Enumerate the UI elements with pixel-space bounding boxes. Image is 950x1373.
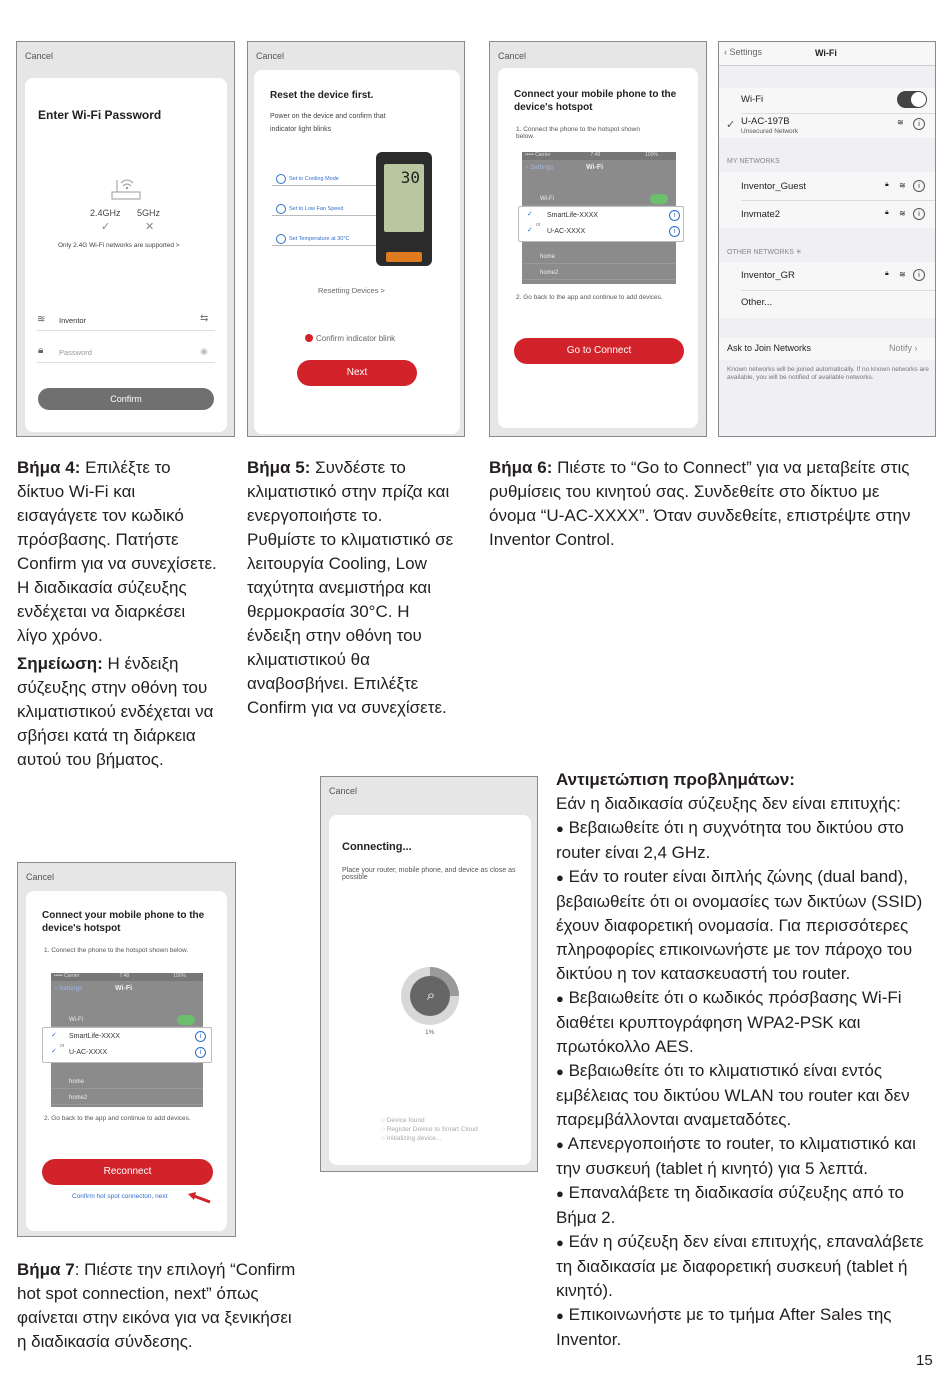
troubleshooting-intro: Εάν η διαδικασία σύζευξης δεν είναι επιτυχής: [556, 794, 901, 813]
supported-note[interactable]: Only 2.4G Wi-Fi networks are supported > [58, 242, 180, 249]
check-icon: ✓ [726, 119, 736, 131]
connecting-title: Connecting... [342, 841, 412, 853]
bullet-item: ● Απενεργοποιήστε το router, το κλιματιστικό και την συσκευή (tablet ή κινητό) για 5 λεπτά. [556, 1134, 916, 1178]
step2-text: 2. Go back to the app and continue to add devices. [516, 294, 663, 301]
card-title: Enter Wi-Fi Password [38, 108, 162, 122]
network-smartlife[interactable]: SmartLife-XXXX [547, 212, 598, 219]
other-networks-header: OTHER NETWORKS ✳ [727, 249, 802, 256]
radio-icon[interactable] [276, 204, 286, 214]
eye-icon[interactable]: ◉ [200, 346, 208, 356]
bullet-item: ● Επικοινωνήστε με το τμήμα After Sales της Inventor. [556, 1305, 892, 1349]
or-label: or [536, 222, 541, 228]
back-settings[interactable]: ‹ Settings [55, 985, 83, 992]
lock-icon: 🔒︎ [885, 181, 889, 188]
wifi-toggle-row: Wi-Fi [522, 192, 676, 206]
bullet-icon: ● [556, 821, 564, 836]
wifi-toggle[interactable] [650, 194, 668, 204]
card-title: Reset the device first. [270, 90, 374, 101]
check-icon: ✓ [51, 1048, 57, 1055]
wifi-signal-icon: ≋ [899, 181, 906, 190]
bullet-item: ● Επαναλάβετε τη διαδικασία σύζευξης από το Βήμα 2. [556, 1183, 904, 1227]
cancel-link[interactable]: Cancel [329, 786, 358, 796]
wifi-title: Wi-Fi [586, 164, 604, 171]
step1-text: 1. Connect the phone to the hotspot shown below. [516, 126, 640, 140]
connected-subtitle: Unsecured Network [741, 128, 799, 135]
connecting-subtitle: Place your router, mobile phone, and device as close as possible [342, 867, 516, 881]
bullet-item: ● Εάν η σύζευξη δεν είναι επιτυχής, επαναλάβετε τη διαδικασία με διαφορετική συσκευή (tablet ή κινητό). [556, 1232, 924, 1300]
step6-text: Βήμα 6: Πιέστε το “Go to Connect” για να μεταβείτε στις ρυθμίσεις του κινητού σας. Συνδεθείτε στο δίκτυο με όνομα “U-AC-XXXX”. Όταν συνδεθείτε, επιστρέψτε στην Inventor Control. [489, 458, 911, 549]
network-invmate2[interactable]: Invmate2 [741, 209, 781, 220]
connecting-card [329, 815, 531, 1165]
wifi-toggle[interactable] [177, 1015, 195, 1025]
option-cooling: Set to Cooling Mode [289, 176, 339, 182]
ssid-field[interactable]: Inventor [59, 316, 87, 325]
info-icon[interactable]: i [195, 1047, 206, 1058]
nav-title: Wi-Fi [815, 48, 837, 58]
info-icon[interactable]: i [913, 118, 925, 130]
step1-text: 1. Connect the phone to the hotspot shown below. [44, 947, 189, 954]
search-icon: ⌕ [426, 987, 436, 1004]
check-icon: ✓ [527, 211, 533, 218]
option-low-fan: Set to Low Fan Speed [289, 206, 344, 212]
check-icon: ✓ [51, 1032, 57, 1039]
info-icon[interactable]: i [669, 226, 680, 237]
remote-display [384, 164, 424, 232]
status-bar: ••••• Carrier 7:48 100% [522, 152, 676, 160]
step4-text: Βήμα 4: Επιλέξτε το δίκτυο Wi-Fi και εισαγάγετε τον κωδικό πρόσβασης. Πατήστε Confirm για να συνεχίσετε. Η διαδικασία σύζευξης ενδέχεται να διαρκέσει λίγο χρόνο. [17, 458, 217, 645]
password-field[interactable]: Password [59, 348, 92, 357]
status-register: ○ Register Device to Smart Cloud [381, 1126, 478, 1133]
connected-network[interactable]: U-AC-197B [741, 116, 790, 127]
divider [37, 330, 215, 331]
network-smartlife[interactable]: SmartLife-XXXX [69, 1033, 120, 1040]
switch-network-icon[interactable]: ⇆ [200, 313, 209, 324]
note-text: Σημείωση: Η ένδειξη σύζευξης στην οθόνη του κλιματιστικού ενδέχεται να σβήσει κατά τη διάρκεια αυτού του βήματος. [17, 654, 214, 769]
wifi-toggle[interactable] [897, 91, 927, 108]
confirm-blink-label: Confirm indicator blink [316, 334, 396, 343]
wifi-signal-icon: ≋ [899, 209, 906, 218]
card-subtitle: Power on the device and confirm that indicator light blinks [270, 113, 386, 133]
hotspot-card [498, 68, 698, 428]
spinner-icon: ✳ [795, 249, 802, 256]
check-icon: ✓ [101, 221, 111, 233]
wifi-toggle-row: Wi-Fi [51, 1013, 203, 1027]
remote-temp: 30 [400, 168, 420, 187]
wifi-card [25, 78, 227, 432]
step5-text: Βήμα 5: Συνδέστε το κλιματιστικό στην πρίζα και ενεργοποιήστε το. Ρυθμίστε το κλιματιστικό σε λειτουργία Cooling, Low ταχύτητα ανεμιστήρα και θερμοκρασία 30°C. Η ένδειξη στην οθόνη του κλιματιστικού θα αναβοσβήνει. Επιλέξτε Confirm για να συνεχίσετε. [247, 458, 454, 717]
network-inventor-gr[interactable]: Inventor_GR [741, 270, 795, 281]
network-uac[interactable]: U-AC-XXXX [547, 228, 586, 235]
divider [741, 113, 935, 114]
page-number: 15 [916, 1352, 933, 1369]
remote-control-image [376, 152, 432, 266]
bullet-item: ● Εάν το router είναι διπλής ζώνης (dual band), βεβαιωθείτε ότι οι ονομασίες των δικτύων (SSID) έχουν διαφορετική ονομασία. Για περισσότερες πληροφορίες επικοινωνήστε με τον πάροχο του δικτύου η τον κατασκευαστή του router. [556, 867, 923, 983]
or-label: or [60, 1043, 65, 1049]
notify-value: Notify › [889, 343, 918, 353]
info-icon[interactable]: i [913, 269, 925, 281]
info-icon[interactable]: i [195, 1031, 206, 1042]
progress-percent: 1% [425, 1029, 435, 1036]
wifi-icon: ≋ [37, 314, 46, 325]
wifi-signal-icon: ≋ [897, 118, 904, 127]
divider [37, 362, 215, 363]
cross-icon: ✕ [145, 221, 155, 233]
lock-icon: 🔒︎ [885, 209, 889, 216]
bullet-icon: ● [556, 1186, 564, 1201]
home2-row[interactable]: home2 [51, 1091, 203, 1105]
screenshot-connect-hotspot [489, 41, 707, 437]
status-initializing: ○ Initializing device... [381, 1135, 442, 1142]
reset-card [254, 70, 460, 434]
divider [272, 215, 382, 216]
check-circle-icon[interactable] [305, 334, 313, 342]
network-popup [42, 1027, 212, 1063]
back-settings[interactable]: ‹ Settings [724, 47, 763, 57]
reconnect-button[interactable]: Reconnect [42, 1159, 213, 1185]
lock-icon: 🔒︎ [38, 345, 44, 356]
wifi-row [719, 88, 935, 138]
bullet-item: ● Βεβαιωθείτε ότι το κλιματιστικό είναι εντός εμβέλειας του δικτύου WLAN του router και δεν παρεμβάλλονται αναμεταδότες. [556, 1061, 910, 1129]
bullet-icon: ● [556, 1235, 564, 1250]
screenshot-reconnect [17, 862, 236, 1237]
screenshot-reset-device [247, 41, 465, 437]
go-to-connect-button[interactable]: Go to Connect [514, 338, 684, 364]
radio-icon[interactable] [276, 174, 286, 184]
cancel-link[interactable]: Cancel [498, 51, 527, 61]
status-bar: ••••• Carrier 7:48 100% [51, 973, 203, 981]
resetting-link[interactable]: Resetting Devices > [318, 286, 385, 295]
home-row[interactable]: home [522, 250, 676, 264]
hotspot-next-link[interactable]: Confirm hot spot connecton, next [72, 1193, 168, 1200]
remote-button [386, 252, 422, 262]
wifi-title: Wi-Fi [115, 985, 133, 992]
home2-row[interactable]: home2 [522, 266, 676, 280]
cancel-link[interactable]: Cancel [25, 51, 54, 61]
divider [741, 200, 935, 201]
check-icon: ✓ [527, 227, 533, 234]
card-title: Connect your mobile phone to the device's hotspot [514, 89, 677, 113]
my-networks-list [719, 172, 935, 228]
network-inventor-guest[interactable]: Inventor_Guest [741, 181, 806, 192]
wifi-signal-icon: ≋ [899, 270, 906, 279]
lock-icon: 🔒︎ [885, 270, 889, 277]
cancel-link[interactable]: Cancel [26, 872, 55, 882]
nav-bar [719, 42, 936, 66]
band-24-label: 2.4GHz [90, 208, 121, 218]
screenshot-enter-wifi [16, 41, 235, 437]
option-temp-30: Set Temperature at 30°C [289, 236, 350, 242]
bullet-icon: ● [556, 1308, 564, 1323]
screenshot-connecting [320, 776, 538, 1172]
confirm-button[interactable]: Confirm [38, 388, 214, 410]
back-settings[interactable]: ‹ Settings [526, 164, 554, 171]
divider [272, 245, 382, 246]
bullet-icon: ● [556, 870, 564, 885]
bullet-item: ● Βεβαιωθείτε ότι ο κωδικός πρόσβασης Wi-Fi διαθέτει κρυπτογράφηση WPA2-PSK και πρωτόκολλο AES. [556, 988, 902, 1056]
network-uac[interactable]: U-AC-XXXX [69, 1049, 108, 1056]
next-button[interactable]: Next [297, 360, 417, 386]
ask-to-join-row[interactable] [719, 338, 935, 360]
radio-icon[interactable] [276, 234, 286, 244]
home-row[interactable]: home [51, 1075, 203, 1089]
step2-text: 2. Go back to the app and continue to add devices. [44, 1115, 191, 1122]
info-icon[interactable]: i [913, 180, 925, 192]
wifi-label: Wi-Fi [741, 94, 764, 105]
my-networks-header: MY NETWORKS [727, 158, 780, 165]
status-device-found: ○ Device found [381, 1117, 425, 1124]
bullet-icon: ● [556, 1137, 564, 1152]
cancel-link[interactable]: Cancel [256, 51, 285, 61]
step7-text: Βήμα 7: Πιέστε την επιλογή “Confirm hot spot connection, next” όπως φαίνεται στην εικόνα για να ξενικήσει η διαδικασία σύνδεσης. [17, 1260, 296, 1351]
router-icon [109, 176, 143, 202]
ask-label: Ask to Join Networks [727, 343, 812, 353]
info-icon[interactable]: i [913, 208, 925, 220]
troubleshooting-section [556, 768, 934, 1352]
reconnect-card [26, 891, 227, 1231]
divider [741, 290, 935, 291]
network-other[interactable]: Other... [741, 297, 773, 308]
arrow-pointer-icon [186, 1191, 212, 1205]
ask-note: Known networks will be joined automatically. If no known networks are available, you will be notified of available networks. [727, 366, 929, 381]
bullet-icon: ● [556, 991, 564, 1006]
band-5-label: 5GHz [137, 208, 161, 218]
info-icon[interactable]: i [669, 210, 680, 221]
divider [272, 185, 382, 186]
card-title: Connect your mobile phone to the device's hotspot [42, 910, 205, 934]
screenshot-ios-wifi [718, 41, 936, 437]
network-popup [518, 206, 684, 242]
troubleshooting-title: Αντιμετώπιση προβλημάτων: [556, 770, 795, 789]
bullet-icon: ● [556, 1064, 564, 1079]
other-networks-list [719, 262, 935, 318]
bullet-item: ● Βεβαιωθείτε ότι η συχνότητα του δικτύου στο router είναι 2,4 GHz. [556, 818, 904, 862]
